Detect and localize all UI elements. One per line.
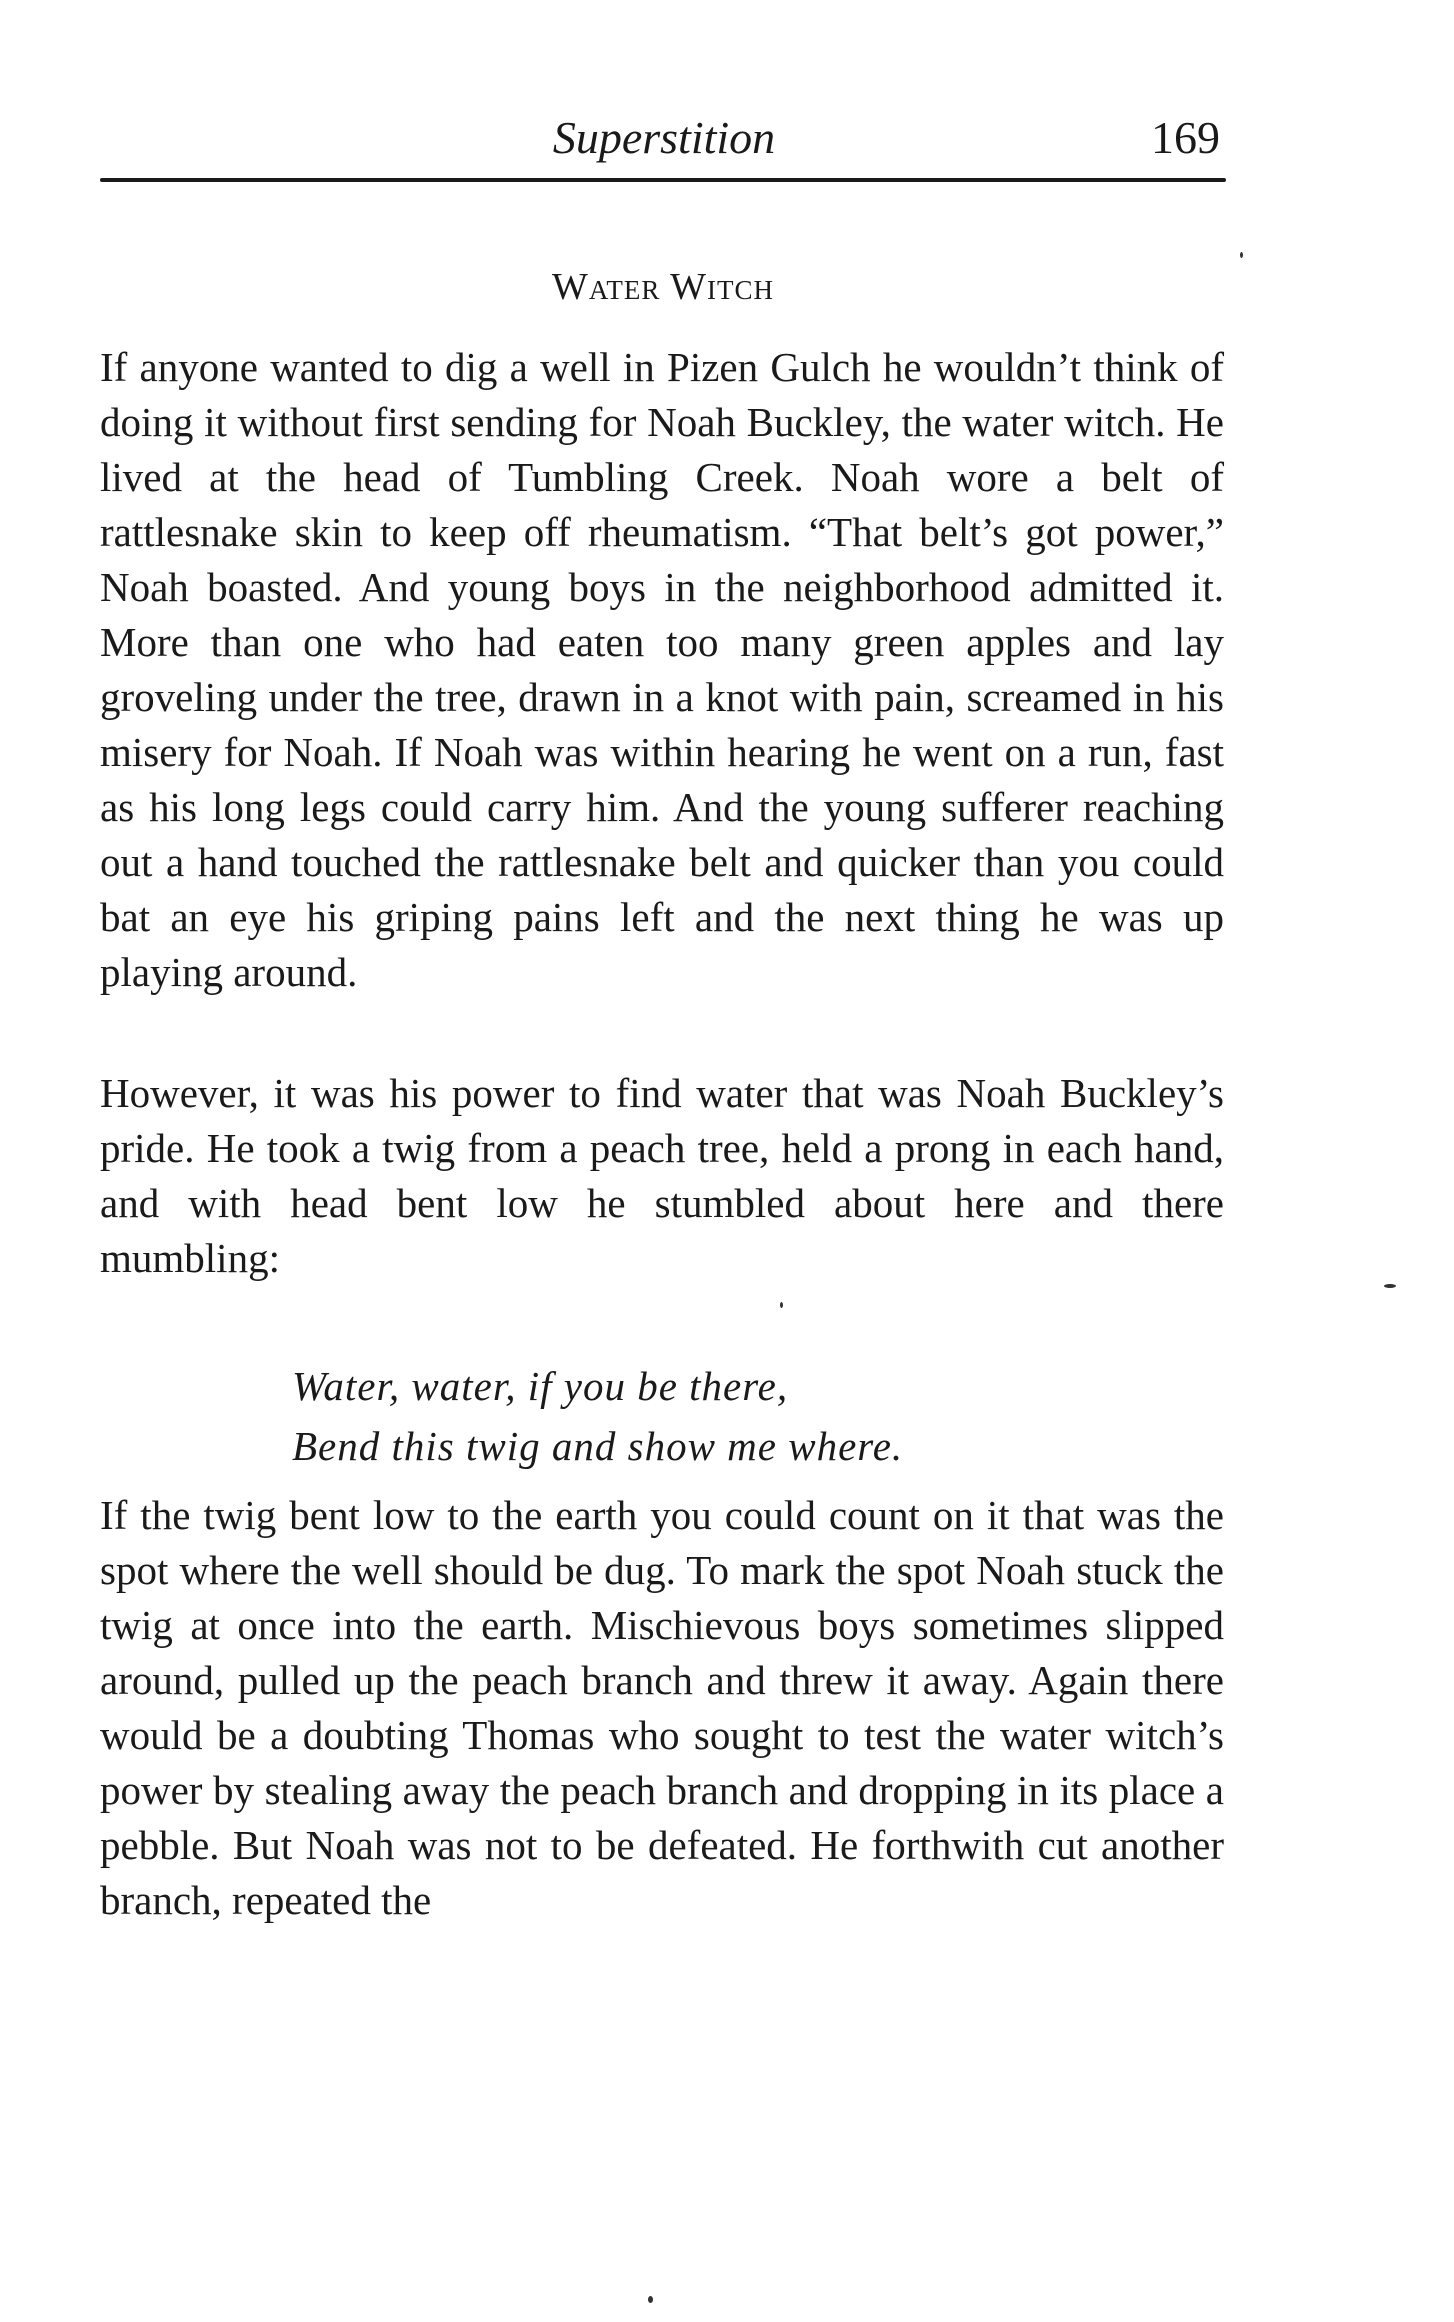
page-number: 169 (1151, 112, 1220, 163)
running-head (104, 108, 1224, 178)
section-title: Water Witch (551, 266, 775, 308)
paragraph-1 (100, 340, 1224, 1000)
verse-line-2: Bend this twig and show me where. (292, 1423, 904, 1469)
verse-line-1: Water, water, if you be there, (292, 1363, 789, 1409)
scan-speck (780, 1302, 783, 1308)
paragraph-2 (100, 1066, 1224, 1286)
scan-speck (648, 2296, 653, 2303)
running-title: Superstition (552, 112, 776, 163)
verse (292, 1356, 903, 1476)
paragraph-text: If anyone wanted to dig a well in Pizen Gulch he wouldn’t think of doing it without first sending for Noah Buckley, the water witch. He lived at the head of Tumbling Creek. Noah wore a belt of rattlesnake skin to keep off rheumatism. “That belt’s got power,” Noah boasted. And young boys in the neighborhood admitted it. More than one who had eaten too many green apples and lay groveling under the tree, drawn in a knot with pain, screamed in his misery for Noah. If Noah was within hearing he went on a run, fast as his long legs could carry him. And the young sufferer reaching out a hand touched the rattlesnake belt and quicker than you could bat an eye his griping pains left and the next thing he was up playing around. (100, 344, 1224, 995)
scan-speck (1240, 252, 1243, 258)
paragraph-text: However, it was his power to find water that was Noah Buckley’s pride. He took a twig from a peach tree, held a prong in each hand, and with head bent low he stumbled about here and there mumbling: (100, 1070, 1224, 1281)
header-rule (100, 178, 1226, 182)
paragraph-3 (100, 1488, 1224, 1928)
paragraph-text: If the twig bent low to the earth you could count on it that was the spot where the well should be dug. To mark the spot Noah stuck the twig at once into the earth. Mischievous boys sometimes slipped around, pulled up the peach branch and threw it away. Again there would be a doubting Thomas who sought to test the water witch’s power by stealing away the peach branch and dropping in its place a pebble. But Noah was not to be defeated. He forthwith cut another branch, repeated the (100, 1492, 1224, 1923)
scan-speck (1384, 1284, 1396, 1288)
